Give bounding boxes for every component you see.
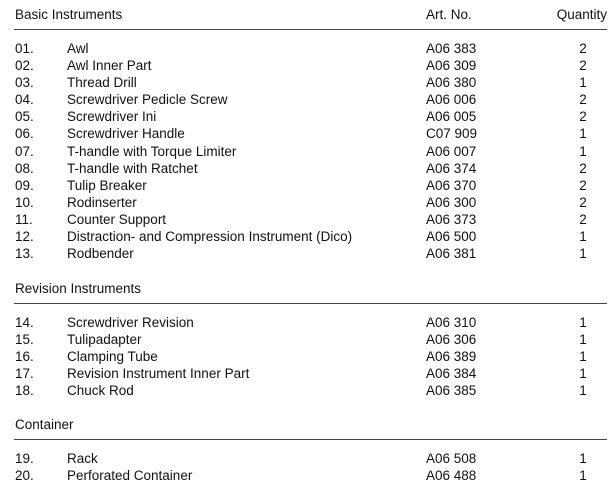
item-quantity: 1	[579, 468, 587, 484]
item-art-no: A06 005	[426, 109, 477, 125]
item-number: 18.	[15, 383, 34, 399]
item-number: 06.	[15, 126, 34, 142]
item-number: 13.	[15, 246, 34, 262]
item-art-no: A06 383	[426, 41, 477, 56]
item-art-no: A06 389	[426, 349, 477, 365]
section-divider	[14, 29, 607, 30]
item-quantity: 2	[579, 211, 587, 227]
table-row	[0, 382, 615, 399]
table-row	[0, 108, 615, 125]
item-number: 04.	[15, 92, 34, 108]
table-row	[0, 331, 615, 348]
item-art-no: A06 006	[426, 92, 477, 108]
item-name: Revision Instrument Inner Part	[67, 366, 250, 382]
item-quantity: 2	[579, 109, 587, 125]
item-name: T-handle with Ratchet	[67, 160, 198, 176]
item-quantity: 2	[579, 58, 587, 74]
table-row	[0, 177, 615, 194]
item-number: 11.	[15, 211, 33, 227]
item-name: Distraction- and Compression Instrument (Dico)	[67, 229, 353, 245]
item-number: 10.	[15, 194, 34, 210]
item-number: 20.	[15, 468, 34, 484]
item-number: 03.	[15, 75, 34, 91]
item-art-no: A06 385	[426, 383, 477, 399]
item-number: 17.	[15, 366, 34, 382]
item-art-no: A06 500	[426, 229, 477, 245]
item-art-no: A06 306	[426, 332, 477, 348]
item-name: Rodbender	[67, 246, 134, 262]
section-divider	[14, 303, 607, 304]
item-quantity: 1	[579, 315, 587, 330]
item-name: Perforated Container	[67, 468, 193, 484]
item-number: 14.	[15, 315, 34, 330]
table-row	[0, 74, 615, 91]
item-number: 19.	[15, 451, 34, 466]
table-row	[0, 348, 615, 365]
item-quantity: 1	[579, 246, 587, 262]
item-art-no: A06 488	[426, 468, 477, 484]
item-quantity: 1	[579, 75, 587, 91]
item-art-no: A06 007	[426, 143, 477, 159]
item-art-no: A06 381	[426, 246, 477, 262]
item-quantity: 2	[579, 92, 587, 108]
item-art-no: A06 380	[426, 75, 477, 91]
item-list	[0, 40, 615, 262]
item-number: 15.	[15, 332, 34, 348]
table-row	[0, 467, 615, 484]
item-list	[0, 450, 615, 484]
item-number: 16.	[15, 349, 34, 365]
table-row	[0, 125, 615, 142]
item-number: 09.	[15, 177, 34, 193]
item-art-no: A06 310	[426, 315, 477, 330]
item-art-no: A06 300	[426, 194, 477, 210]
section-header	[0, 0, 615, 24]
item-list	[0, 314, 615, 399]
item-number: 01.	[15, 41, 34, 56]
item-name: Tulip Breaker	[67, 177, 147, 193]
item-art-no: C07 909	[426, 126, 478, 142]
item-name: Rack	[67, 451, 98, 466]
section-header	[0, 410, 615, 434]
item-number: 07.	[15, 143, 34, 159]
item-name: Tulipadapter	[67, 332, 142, 348]
item-number: 05.	[15, 109, 34, 125]
item-art-no: A06 370	[426, 177, 477, 193]
item-name: Screwdriver Ini	[67, 109, 157, 125]
item-name: Screwdriver Revision	[67, 315, 194, 330]
item-number: 12.	[15, 229, 34, 245]
table-row	[0, 91, 615, 108]
item-quantity: 1	[579, 143, 587, 159]
table-row	[0, 314, 615, 331]
table-row	[0, 211, 615, 228]
table-row	[0, 57, 615, 74]
item-quantity: 2	[579, 160, 587, 176]
table-row	[0, 143, 615, 160]
section-header	[0, 274, 615, 298]
table-row	[0, 194, 615, 211]
section-revision-instruments	[0, 274, 615, 399]
item-number: 08.	[15, 160, 34, 176]
column-header-quantity: Quantity	[556, 7, 607, 22]
item-art-no: A06 374	[426, 160, 477, 176]
item-name: Chuck Rod	[67, 383, 134, 399]
item-art-no: A06 373	[426, 211, 477, 227]
item-name: Screwdriver Pedicle Screw	[67, 92, 228, 108]
item-name: Clamping Tube	[67, 349, 158, 365]
item-name: T-handle with Torque Limiter	[67, 143, 237, 159]
item-quantity: 1	[579, 366, 587, 382]
item-quantity: 1	[579, 383, 587, 399]
section-title: Revision Instruments	[15, 281, 142, 296]
item-name: Thread Drill	[67, 75, 137, 91]
item-quantity: 1	[579, 349, 587, 365]
table-row	[0, 365, 615, 382]
table-row	[0, 228, 615, 245]
section-container	[0, 410, 615, 484]
item-quantity: 2	[579, 194, 587, 210]
item-quantity: 1	[579, 451, 587, 466]
item-number: 02.	[15, 58, 34, 74]
item-art-no: A06 508	[426, 451, 477, 466]
item-art-no: A06 309	[426, 58, 477, 74]
item-quantity: 1	[579, 126, 587, 142]
section-title: Container	[15, 417, 74, 432]
section-divider	[14, 439, 607, 440]
table-row	[0, 160, 615, 177]
item-art-no: A06 384	[426, 366, 477, 382]
table-row	[0, 245, 615, 262]
column-header-art-no: Art. No.	[426, 7, 472, 22]
item-name: Awl	[67, 41, 89, 56]
item-quantity: 1	[579, 229, 587, 245]
table-row	[0, 450, 615, 467]
item-quantity: 2	[579, 177, 587, 193]
item-name: Screwdriver Handle	[67, 126, 185, 142]
item-name: Counter Support	[67, 211, 167, 227]
item-name: Rodinserter	[67, 194, 137, 210]
item-quantity: 2	[579, 41, 587, 56]
item-name: Awl Inner Part	[67, 58, 152, 74]
table-row	[0, 40, 615, 57]
section-title: Basic Instruments	[15, 7, 123, 22]
item-quantity: 1	[579, 332, 587, 348]
